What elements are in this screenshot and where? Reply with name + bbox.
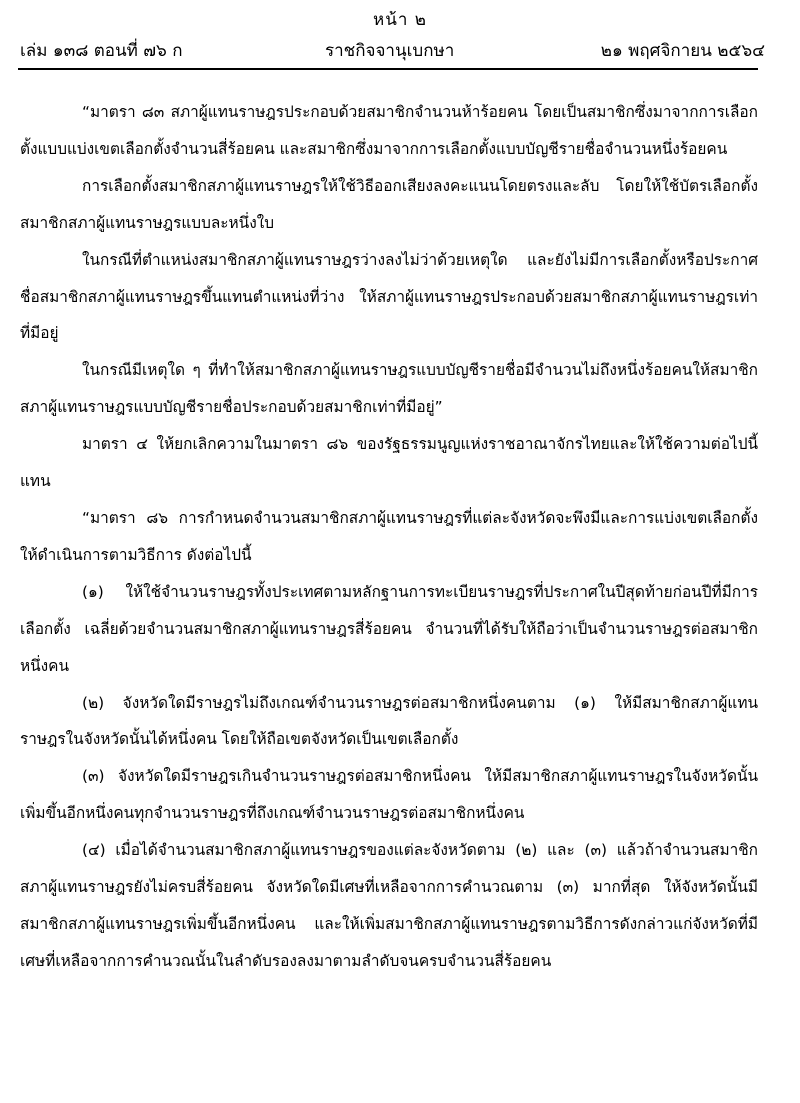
paragraph-section-4: มาตรา ๔ ให้ยกเลิกความในมาตรา ๘๖ ของรัฐธรรมนูญแห่งราชอาณาจักรไทยและให้ใช้ความต่อไปนี้แทน <box>20 435 758 491</box>
publication-date: ๒๑ พฤศจิกายน ๒๕๖๔ <box>600 41 765 61</box>
paragraph-clause-2: (๒) จังหวัดใดมีราษฎรไม่ถึงเกณฑ์จำนวนราษฎรต่อสมาชิกหนึ่งคนตาม (๑) ให้มีสมาชิกสภาผู้แทนราษฎรในจังหวัดนั้นได้หนึ่งคน โดยให้ถือเขตจังหวัดเป็นเขตเลือกตั้ง <box>20 693 758 749</box>
document-body <box>20 94 758 980</box>
paragraph-section-83: “มาตรา ๘๓ สภาผู้แทนราษฎรประกอบด้วยสมาชิกจำนวนห้าร้อยคน โดยเป็นสมาชิกซึ่งมาจากการเลือกตั้งแบบแบ่งเขตเลือกตั้งจำนวนสี่ร้อยคน และสมาชิกซึ่งมาจากการเลือกตั้งแบบบัญชีรายชื่อจำนวนหนึ่งร้อยคน <box>20 103 758 158</box>
paragraph-clause-3: (๓) จังหวัดใดมีราษฎรเกินจำนวนราษฎรต่อสมาชิกหนึ่งคน ให้มีสมาชิกสภาผู้แทนราษฎรในจังหวัดนั้นเพิ่มขึ้นอีกหนึ่งคนทุกจำนวนราษฎรที่ถึงเกณฑ์จำนวนราษฎรต่อสมาชิกหนึ่งคน <box>20 767 758 823</box>
paragraph-clause-4: (๔) เมื่อได้จำนวนสมาชิกสภาผู้แทนราษฎรของแต่ละจังหวัดตาม (๒) และ (๓) แล้วถ้าจำนวนสมาชิกสภาผู้แทนราษฎรยังไม่ครบสี่ร้อยคน จังหวัดใดมีเศษที่เหลือจากการคำนวณตาม (๓) มากที่สุด ให้จังหวัดนั้นมีสมาชิกสภาผู้แทนราษฎรเพิ่มขึ้นอีกหนึ่งคน และให้เพิ่มสมาชิกสภาผู้แทนราษฎรตามวิธีการดังกล่าวแก่จังหวัดที่มีเศษที่เหลือจากการคำนวณนั้นในลำดับรองลงมาตามลำดับจนครบจำนวนสี่ร้อยคน <box>20 841 758 970</box>
paragraph-section-86: “มาตรา ๘๖ การกำหนดจำนวนสมาชิกสภาผู้แทนราษฎรที่แต่ละจังหวัดจะพึงมีและการแบ่งเขตเลือกตั้ง ให้ดำเนินการตามวิธีการ ดังต่อไปนี้ <box>20 508 758 564</box>
paragraph-party-list-shortfall: ในกรณีมีเหตุใด ๆ ที่ทำให้สมาชิกสภาผู้แทนราษฎรแบบบัญชีรายชื่อมีจำนวนไม่ถึงหนึ่งร้อยคนให้สมาชิกสภาผู้แทนราษฎรแบบบัญชีรายชื่อประกอบด้วยสมาชิกเท่าที่มีอยู่” <box>20 361 758 417</box>
gazette-header <box>20 38 765 64</box>
header-divider <box>18 68 758 70</box>
volume-issue: เล่ม ๑๓๘ ตอนที่ ๗๖ ก <box>20 41 183 61</box>
paragraph-clause-1: (๑) ให้ใช้จำนวนราษฎรทั้งประเทศตามหลักฐานการทะเบียนราษฎรที่ประกาศในปีสุดท้ายก่อนปีที่มีการเลือกตั้ง เฉลี่ยด้วยจำนวนสมาชิกสภาผู้แทนราษฎรสี่ร้อยคน จำนวนที่ได้รับให้ถือว่าเป็นจำนวนราษฎรต่อสมาชิกหนึ่งคน <box>20 582 758 675</box>
paragraph-election-method: การเลือกตั้งสมาชิกสภาผู้แทนราษฎรให้ใช้วิธีออกเสียงลงคะแนนโดยตรงและลับ โดยให้ใช้บัตรเลือกตั้งสมาชิกสภาผู้แทนราษฎรแบบละหนึ่งใบ <box>20 176 758 232</box>
paragraph-vacancy: ในกรณีที่ตำแหน่งสมาชิกสภาผู้แทนราษฎรว่างลงไม่ว่าด้วยเหตุใด และยังไม่มีการเลือกตั้งหรือประกาศชื่อสมาชิกสภาผู้แทนราษฎรขึ้นแทนตำแหน่งที่ว่าง ให้สภาผู้แทนราษฎรประกอบด้วยสมาชิกสภาผู้แทนราษฎรเท่าที่มีอยู่ <box>20 250 758 343</box>
page-number: หน้า ๒ <box>373 10 427 30</box>
publication-title: ราชกิจจานุเบกษา <box>325 41 455 61</box>
